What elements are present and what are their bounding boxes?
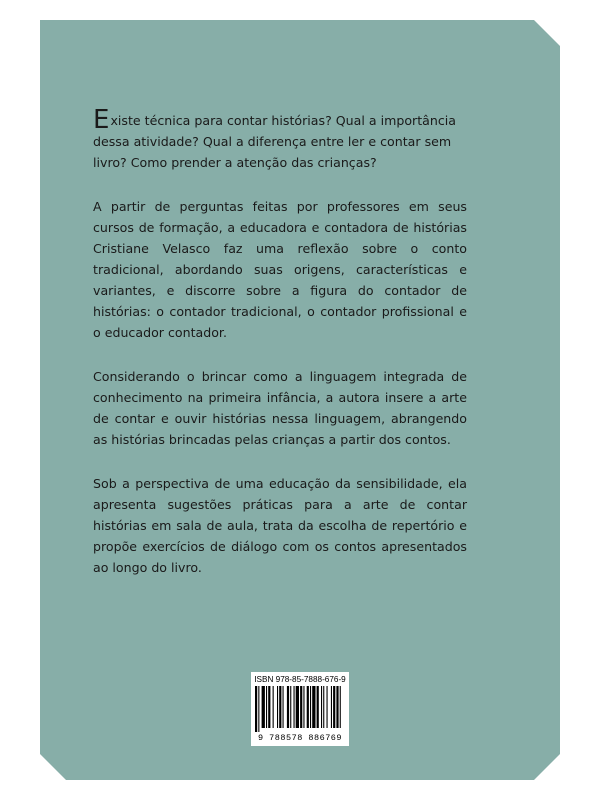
barcode-bar: [266, 686, 267, 728]
barcode-bar: [279, 686, 281, 728]
drop-cap-letter: E: [93, 105, 110, 135]
barcode-bar: [336, 686, 338, 728]
barcode-bar: [255, 686, 257, 732]
barcode-bar: [258, 686, 259, 732]
barcode-bar: [310, 686, 311, 728]
barcode-bar: [287, 686, 289, 728]
barcode-bar: [277, 686, 278, 728]
blurb-paragraph-3: Considerando o brincar como a linguagem integrada de conhecimento na primeira infância, a autora insere a arte de contar e ouvir histórias nessa linguagem, abrangendo as histórias brincadas pelas crianças a partir dos contos.: [93, 369, 467, 447]
blurb-paragraph-1-text: xiste técnica para contar histórias? Qual a importância dessa atividade? Qual a diferença entre ler e contar sem livro? Como prender a atenção das crianças?: [93, 113, 457, 170]
blurb-paragraph-2: A partir de perguntas feitas por professores em seus cursos de formação, a educadora e contadora de histórias Cristiane Velasco faz uma reflexão sobre o conto tradicional, abordando suas origens, características e variantes, e discorre sobre a figura do contador de histórias: o contador tradicional, o contador profissional e o educador contador.: [93, 199, 467, 340]
barcode-bar: [340, 686, 341, 728]
barcode-bar: [300, 686, 302, 728]
barcode-bar: [283, 686, 284, 728]
barcode-bar: [331, 686, 332, 728]
barcode-bar: [333, 686, 335, 728]
barcode-bar: [268, 686, 270, 728]
barcode-bar: [317, 686, 319, 728]
isbn-barcode: [251, 672, 349, 746]
barcode-bar: [323, 686, 324, 728]
isbn-label: ISBN 978-85-7888-676-9: [254, 675, 346, 684]
barcode-bar: [303, 686, 304, 728]
barcode-bar: [312, 686, 315, 728]
barcode-bar: [273, 686, 274, 728]
barcode-bar: [321, 686, 322, 728]
barcode-bar: [327, 686, 328, 728]
barcode-bar: [294, 686, 295, 728]
barcode-bar: [262, 686, 265, 728]
barcode-bars: [254, 686, 346, 732]
blurb-paragraph-4: Sob a perspectiva de uma educação da sensibilidade, ela apresenta sugestões práticas para a arte de contar histórias em sala de aula, trata da escolha de repertório e propõe exercícios de diálogo com os contos apresentados ao longo do livro.: [93, 476, 467, 575]
barcode-bar: [307, 686, 309, 728]
barcode-bar: [296, 686, 299, 728]
blurb-text: [93, 105, 467, 601]
isbn-digits: 9 788578 886769: [257, 733, 342, 743]
barcode-bar: [290, 686, 291, 728]
blurb-paragraph-1: [93, 105, 467, 173]
